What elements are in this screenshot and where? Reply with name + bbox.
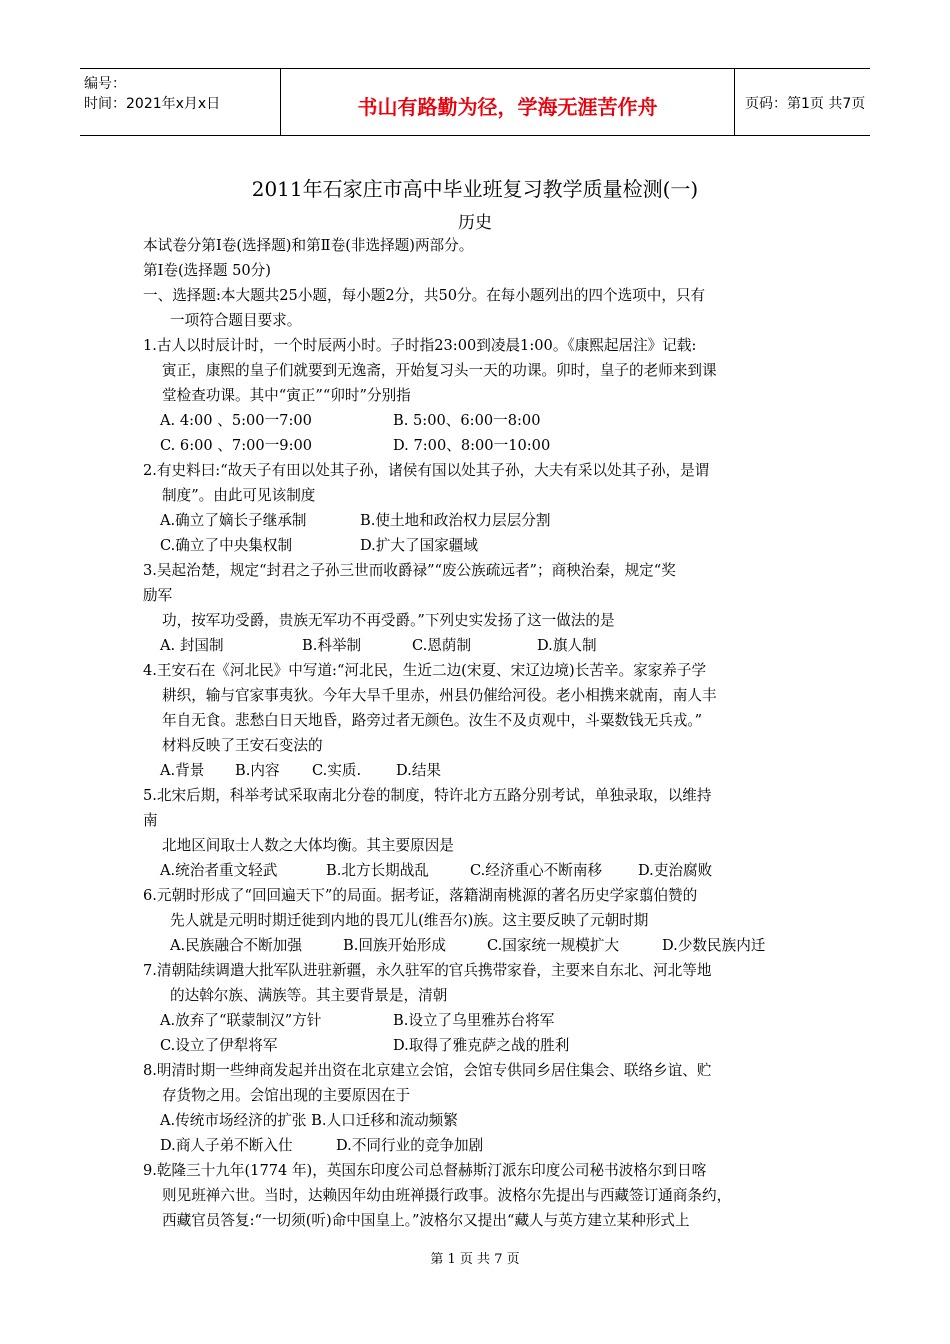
answer-option: D.扩大了国家疆域 — [360, 537, 478, 554]
header-motto: 书山有路勤为径，学海无涯苦作舟 — [357, 95, 658, 119]
page-footer: 第 1 页 共 7 页 — [430, 1252, 520, 1267]
question-line: 9.乾隆三十九年(1774 年)，英国东印度公司总督赫斯汀派东印度公司秘书波格尔到日喀 — [143, 1162, 707, 1179]
answer-option: C. 6:00 、7:00一9:00 — [160, 437, 313, 454]
header-page-label: 页码：第1页 共7页 — [745, 96, 866, 112]
answer-option: A.背景 — [160, 762, 205, 779]
question-line: 北地区间取士人数之大体均衡。其主要原因是 — [162, 837, 454, 854]
answer-option: B.使土地和政治权力层层分割 — [360, 512, 551, 529]
question-line: 南 — [143, 812, 158, 829]
question-line: 的达斡尔族、满族等。其主要背景是，清朝 — [170, 987, 448, 1004]
answer-option: A. 封国制 — [160, 637, 224, 654]
answer-option: D.商人子弟不断入仕 — [160, 1137, 293, 1154]
answer-option: C.实质. — [312, 762, 362, 779]
doc-number-label: 编号： — [84, 76, 126, 92]
answer-option: D.吏治腐败 — [638, 862, 713, 879]
question-line: 7.清朝陆续调遣大批军队进驻新疆，永久驻军的官兵携带家眷，主要来自东北、河北等地 — [143, 962, 712, 979]
question-line: 耕织，输与官家事夷狄。今年大旱千里赤，州县仍催给河役。老小相携来就南，南人丰 — [162, 687, 717, 704]
exam-title: 2011年石家庄市高中毕业班复习教学质量检测(一) — [251, 177, 699, 201]
header-info-cell — [80, 69, 280, 135]
question-line: 制度”。由此可见该制度 — [162, 487, 316, 504]
answer-option: A.放弃了“联蒙制汉”方针 — [160, 1012, 322, 1029]
question-line: 1.古人以时辰计时，一个时辰两小时。子时指23:00到凌晨1:00。《康熙起居注》记载: — [143, 337, 697, 354]
answer-option: C.确立了中央集权制 — [160, 537, 293, 554]
question-line: 5.北宋后期，科举考试采取南北分卷的制度，特许北方五路分别考试，单独录取，以维持 — [143, 787, 712, 804]
text-line: 第Ⅰ卷(选择题 50分) — [143, 262, 271, 279]
answer-option: A.民族融合不断加强 — [170, 937, 302, 954]
question-line: 8.明清时期一些绅商发起并出资在北京建立会馆，会馆专供同乡居住集会、联络乡谊、贮 — [143, 1062, 712, 1079]
answer-option: D.旗人制 — [537, 637, 597, 654]
answer-option: C.国家统一规模扩大 — [487, 937, 620, 954]
answer-option: C.设立了伊犁将军 — [160, 1037, 278, 1054]
answer-option: D.结果 — [396, 762, 442, 779]
text-line: 一项符合题目要求。 — [170, 312, 302, 329]
answer-option: D.取得了雅克萨之战的胜利 — [393, 1037, 570, 1054]
exam-subject: 历史 — [458, 213, 492, 233]
question-line: 堂检查功课。其中“寅正”“卯时”分别指 — [162, 387, 411, 404]
question-line: 年自无食。悲愁白日天地昏，路旁过者无颜色。汝生不及贞观中，斗粟数钱无兵戎。” — [162, 712, 703, 729]
answer-option: B.设立了乌里雅苏台将军 — [393, 1012, 555, 1029]
question-line: 存货物之用。会馆出现的主要原因在于 — [162, 1087, 411, 1104]
text-line: 一、选择题:本大题共25小题，每小题2分，共50分。在每小题列出的四个选项中，只有 — [143, 287, 706, 304]
question-line: 材料反映了王安石变法的 — [162, 737, 323, 754]
answer-option: A.统治者重文轻武 — [160, 862, 278, 879]
question-line: 西藏官员答复:“一切须(听)命中国皇上。”波格尔又提出“藏人与英方建立某种形式上 — [162, 1212, 690, 1229]
answer-option: B. 5:00、6:00一8:00 — [393, 412, 541, 429]
question-line: 3.吴起治楚，规定“封君之子孙三世而收爵禄”“废公族疏远者”；商秧治秦，规定“奖 — [143, 562, 676, 579]
answer-option: B.北方长期战乱 — [326, 862, 429, 879]
answer-option: D. 7:00、8:00一10:00 — [393, 437, 551, 454]
question-line: 4.王安石在《河北民》中写道:“河北民，生近二边(宋夏、宋辽边境)长苦辛。家家养子学 — [143, 662, 707, 679]
question-line: 先人就是元明时期迁徙到内地的畏兀儿(维吾尔)族。这主要反映了元朝时期 — [170, 912, 649, 929]
header-page-cell — [735, 69, 870, 135]
question-line: 励军 — [143, 587, 173, 604]
question-line: 则见班禅六世。当时，达赖因年幼由班禅摄行政事。波格尔先提出与西藏签订通商条约， — [162, 1187, 732, 1204]
question-line: 6.元朝时形成了“回回遍天下”的局面。据考证，落籍湖南桃源的著名历史学家翦伯赞的 — [143, 887, 698, 904]
header-motto-cell — [280, 69, 735, 135]
text-line: 本试卷分第Ⅰ卷(选择题)和第Ⅱ卷(非选择题)两部分。 — [143, 237, 474, 254]
answer-option: B.内容 — [235, 762, 280, 779]
answer-option: A. 4:00 、5:00一7:00 — [160, 412, 312, 429]
doc-date-label: 时间：2021年x月x日 — [84, 96, 221, 112]
answer-option: C.经济重心不断南移 — [470, 862, 603, 879]
answer-option: A.确立了嫡长子继承制 — [160, 512, 307, 529]
answer-option: C.恩荫制 — [412, 637, 472, 654]
answer-option: D.少数民族内迁 — [662, 937, 766, 954]
question-line: 2.有史料曰:“故天子有田以处其子孙，诸侯有国以处其子孙，大夫有采以处其子孙，是谓 — [143, 462, 710, 479]
answer-option: B.科举制 — [302, 637, 362, 654]
answer-option: D.不同行业的竞争加剧 — [336, 1137, 484, 1154]
question-line: 功，按军功受爵，贵族无军功不再受爵。”下列史实发扬了这一做法的是 — [162, 612, 615, 629]
answer-option: B.回族开始形成 — [343, 937, 446, 954]
page-header — [80, 68, 870, 136]
question-line: 寅正，康熙的皇子们就要到无逸斋，开始复习头一天的功课。卯时，皇子的老师来到课 — [162, 362, 717, 379]
answer-option: A.传统市场经济的扩张 B.人口迁移和流动频繁 — [160, 1112, 458, 1129]
